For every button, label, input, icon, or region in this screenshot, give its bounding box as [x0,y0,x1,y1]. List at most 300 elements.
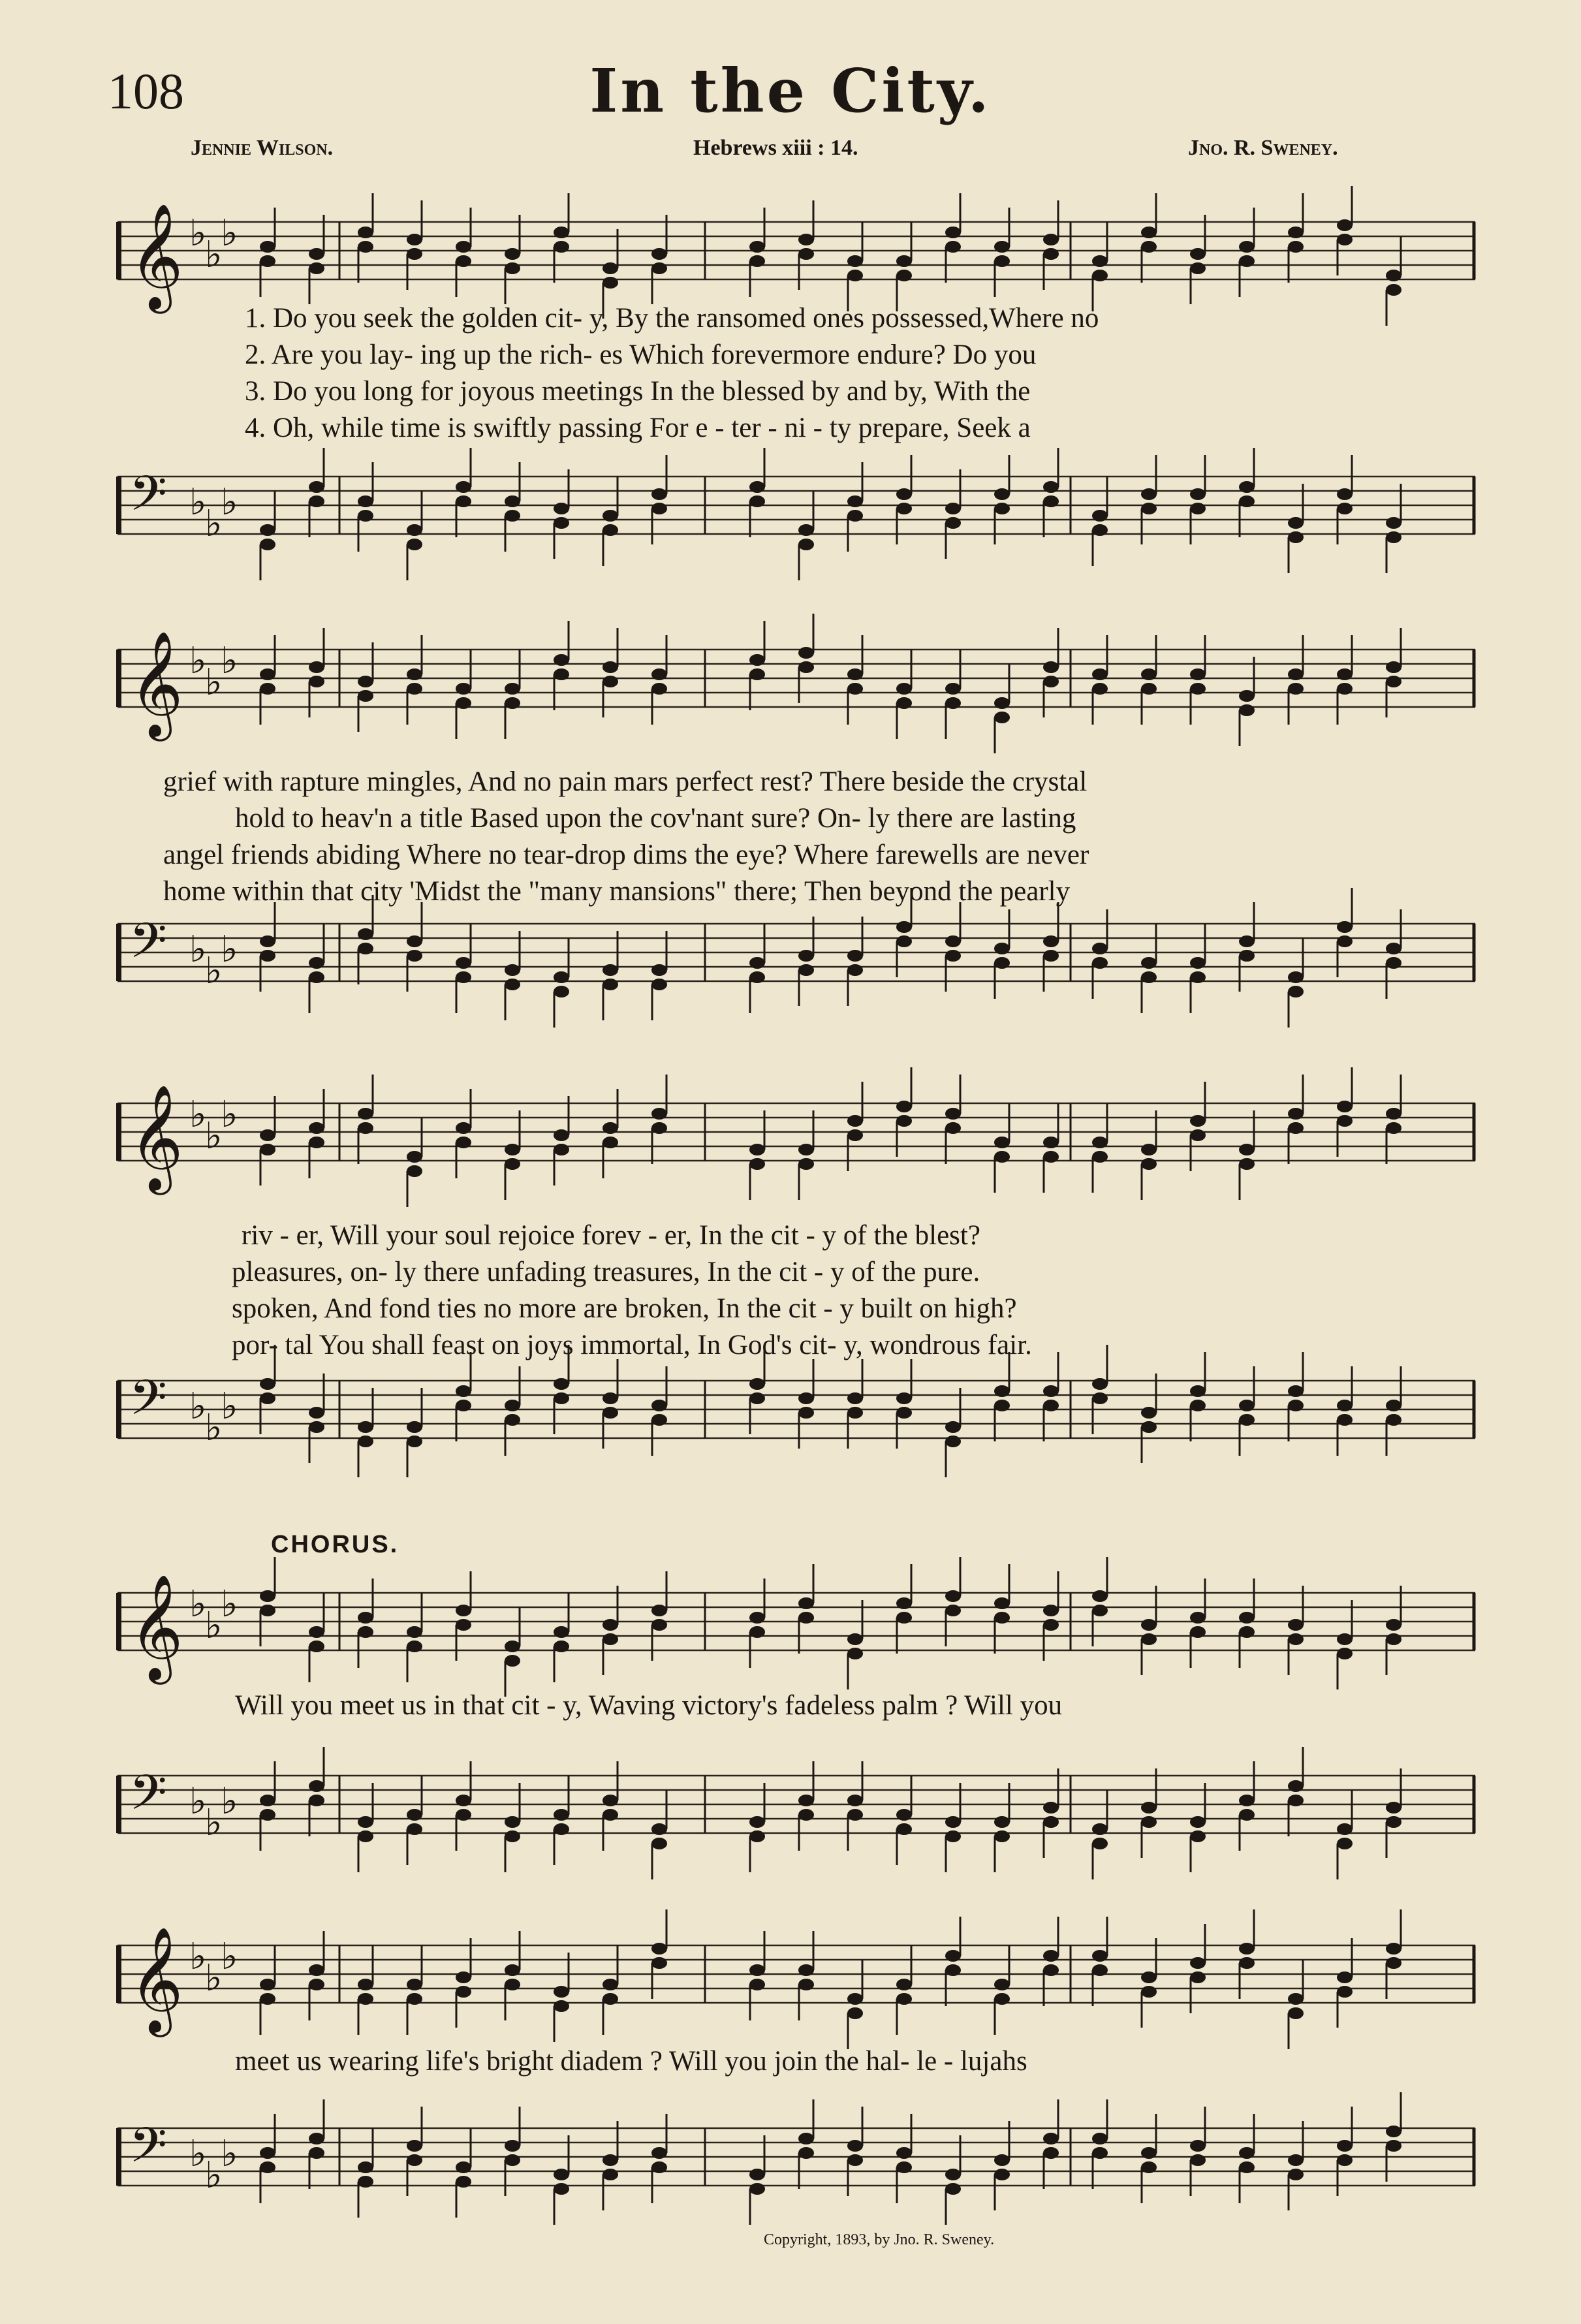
flat-sign-icon: ♭ [189,928,207,971]
note-head [554,1641,569,1652]
note-head [456,1400,471,1411]
note-head [554,1823,569,1835]
note-head [651,1605,667,1616]
note-head [847,1993,863,2005]
note-head [456,1605,471,1616]
note-head [1043,1950,1059,1962]
note-head [945,517,961,529]
note-head [1043,234,1059,245]
note-head [1239,704,1255,716]
note-head [945,1436,961,1447]
note-head [1092,2133,1108,2144]
note-head [505,262,520,274]
note-head [456,1795,471,1806]
note-head [1288,2007,1304,2019]
note-head [407,2154,422,2166]
note-head [1288,2154,1304,2166]
flat-sign-icon: ♭ [189,1385,207,1428]
note-head [651,668,667,680]
note-head [603,979,618,990]
note-head [358,943,373,954]
note-head [749,971,765,983]
note-head [456,957,471,969]
note-head [896,488,912,500]
note-head [1239,935,1255,947]
bass-clef-icon: 𝄢 [129,2117,167,2186]
verse-lyrics-block-3 [232,1217,1032,1364]
note-head [554,227,569,238]
note-head [1386,517,1401,529]
note-head [798,1612,814,1624]
note-head [260,950,275,962]
note-head [1141,668,1157,680]
note-head [1190,262,1206,274]
note-head [896,2147,912,2159]
note-head [1337,2154,1353,2166]
note-head [798,647,814,659]
note-head [554,1144,569,1155]
note-head [603,661,618,673]
note-head [847,510,863,522]
composer-credit: Jno. R. Sweney. [1188,136,1338,160]
flat-sign-icon: ♭ [221,928,238,971]
note-head [896,697,912,709]
flat-sign-icon: ♭ [221,1936,238,1978]
note-head [1190,1115,1206,1127]
note-head [749,654,765,666]
note-head [1043,481,1059,493]
bass-staff [117,904,1475,1022]
note-head [847,1795,863,1806]
note-head [945,1421,961,1433]
note-head [554,986,569,997]
hymn-title: In the City. [589,55,992,126]
note-head [260,935,275,947]
flat-sign-icon: ♭ [221,1780,238,1823]
note-head [1239,1626,1255,1638]
note-head [603,1392,618,1404]
note-head [456,1122,471,1134]
flat-sign-icon: ♭ [189,640,207,682]
note-head [1190,1830,1206,1842]
note-head [309,971,324,983]
note-head [358,928,373,940]
note-head [1092,957,1108,969]
note-head [1141,2147,1157,2159]
copyright-notice: Copyright, 1893, by Jno. R. Sweney. [764,2231,995,2248]
note-head [1337,1101,1353,1112]
lyric-line: 1. Do you seek the golden cit- y, By the ransomed ones possessed,Where no [245,303,1099,334]
note-head [554,2183,569,2195]
note-head [358,690,373,702]
note-head [847,495,863,507]
note-head [260,1378,275,1390]
note-head [896,255,912,267]
note-head [1386,1943,1401,1955]
note-head [749,255,765,267]
note-head [554,1378,569,1390]
note-head [1386,284,1401,296]
note-head [358,676,373,687]
note-head [1386,661,1401,673]
note-head [1288,517,1304,529]
note-head [1239,481,1255,493]
note-head [1337,234,1353,245]
note-head [1141,971,1157,983]
note-head [1092,683,1108,695]
note-head [554,668,569,680]
note-head [1386,943,1401,954]
note-head [260,683,275,695]
note-head [260,1795,275,1806]
note-head [1337,1633,1353,1645]
note-head [896,1612,912,1624]
note-head [798,1964,814,1976]
note-head [651,503,667,514]
note-head [994,1830,1010,1842]
verse-lyrics-block-2 [163,764,1089,910]
note-head [1386,1400,1401,1411]
note-head [603,1137,618,1148]
note-head [896,1823,912,1835]
note-head [994,697,1010,709]
note-head [1092,1605,1108,1616]
note-head [798,524,814,536]
note-head [945,1964,961,1976]
note-head [896,1407,912,1419]
treble-clef-icon: 𝄞 [129,1084,183,1191]
note-head [603,1993,618,2005]
music-system-2 [117,617,1475,1009]
note-head [798,1795,814,1806]
note-head [651,1400,667,1411]
note-head [1141,1986,1157,1998]
note-head [1239,690,1255,702]
lyric-line: 4. Oh, while time is swiftly passing For e - ter - ni - ty prepare, Seek a [245,413,1031,443]
note-head [1239,1795,1255,1806]
flat-sign-icon: ♭ [189,2133,207,2175]
chorus-label: CHORUS. [271,1531,399,1558]
note-head [603,676,618,687]
note-head [1337,219,1353,231]
note-head [1288,531,1304,543]
note-head [1043,661,1059,673]
note-head [1288,1108,1304,1120]
note-head [1141,957,1157,969]
note-head [309,495,324,507]
note-head [309,676,324,687]
note-head [554,503,569,514]
note-head [1288,971,1304,983]
note-head [358,510,373,522]
note-head [896,1392,912,1404]
note-head [847,2140,863,2152]
note-head [407,539,422,550]
note-head [358,1816,373,1828]
note-head [407,668,422,680]
lyricist-credit: Jennie Wilson. [191,136,334,160]
note-head [945,935,961,947]
note-head [749,957,765,969]
note-head [603,1619,618,1631]
note-head [945,503,961,514]
note-head [651,2147,667,2159]
note-head [505,2140,520,2152]
note-head [1386,957,1401,969]
note-head [1288,227,1304,238]
note-head [994,1137,1010,1148]
note-head [407,248,422,260]
note-head [749,1392,765,1404]
note-head [505,1400,520,1411]
note-head [896,921,912,933]
note-head [1337,683,1353,695]
note-head [505,1816,520,1828]
flat-sign-icon: ♭ [205,1407,223,1449]
flat-sign-icon: ♭ [205,1957,223,2000]
note-head [945,227,961,238]
note-head [896,1979,912,1990]
note-head [505,495,520,507]
note-head [651,248,667,260]
note-head [456,1971,471,1983]
note-head [1386,1957,1401,1969]
note-head [1337,921,1353,933]
note-head [798,248,814,260]
note-head [651,964,667,976]
note-head [407,1823,422,1835]
note-head [309,2133,324,2144]
note-head [1288,2169,1304,2180]
note-head [798,1392,814,1404]
note-head [603,1809,618,1821]
note-head [847,950,863,962]
note-head [994,255,1010,267]
note-head [456,241,471,253]
note-head [1239,2147,1255,2159]
note-head [603,2154,618,2166]
note-head [1288,1780,1304,1792]
note-head [554,1809,569,1821]
treble-staff [117,630,1475,747]
treble-staff [117,1084,1475,1201]
note-head [945,2169,961,2180]
note-head [1092,668,1108,680]
note-head [798,1979,814,1990]
note-head [358,1993,373,2005]
note-head [358,241,373,253]
note-head [407,1436,422,1447]
note-head [505,1144,520,1155]
note-head [749,481,765,493]
note-head [407,1809,422,1821]
lyric-line: hold to heav'n a title Based upon the cov'nant sure? On- ly there are lasting [235,803,1076,834]
note-head [994,957,1010,969]
note-head [847,1129,863,1141]
note-head [1043,1137,1059,1148]
note-head [358,1612,373,1624]
note-head [309,1795,324,1806]
note-head [896,1809,912,1821]
note-head [309,1122,324,1134]
flat-sign-icon: ♭ [205,2154,223,2197]
note-head [1239,241,1255,253]
note-head [1141,1633,1157,1645]
flat-sign-icon: ♭ [189,1780,207,1823]
note-head [603,1795,618,1806]
note-head [554,241,569,253]
note-head [1043,1802,1059,1814]
note-head [407,1979,422,1990]
note-head [260,539,275,550]
note-head [1288,241,1304,253]
note-head [945,1108,961,1120]
note-head [749,2183,765,2195]
note-head [1141,488,1157,500]
note-head [1288,986,1304,997]
note-head [1337,1838,1353,1849]
music-system-4 [117,1560,1475,1887]
note-head [1043,935,1059,947]
note-head [505,697,520,709]
note-head [1337,2140,1353,2152]
page-number: 108 [108,63,184,119]
note-head [1386,2140,1401,2152]
note-head [309,1964,324,1976]
note-head [1092,1137,1108,1148]
note-head [554,1392,569,1404]
lyric-line: 3. Do you long for joyous meetings In the blessed by and by, With the [245,376,1031,407]
note-head [603,1407,618,1419]
note-head [505,248,520,260]
note-head [407,1626,422,1638]
note-head [358,2161,373,2173]
note-head [358,1436,373,1447]
note-head [994,1979,1010,1990]
note-head [1043,2133,1059,2144]
scripture-reference: Hebrews xiii : 14. [693,136,858,160]
note-head [651,683,667,695]
flat-sign-icon: ♭ [221,212,238,255]
treble-clef-icon: 𝄞 [129,203,183,309]
note-head [749,1816,765,1828]
note-head [1141,1802,1157,1814]
note-head [1288,1385,1304,1397]
note-head [1141,1407,1157,1419]
note-head [1190,1626,1206,1638]
treble-staff [117,1573,1475,1691]
note-head [1043,1400,1059,1411]
note-head [1141,241,1157,253]
note-head [1141,503,1157,514]
flat-sign-icon: ♭ [205,1802,223,1844]
note-head [1386,1122,1401,1134]
note-head [1288,1795,1304,1806]
note-head [456,481,471,493]
note-head [358,495,373,507]
note-head [407,1641,422,1652]
note-head [1092,1590,1108,1602]
note-head [456,2161,471,2173]
note-head [651,2161,667,2173]
note-head [896,1115,912,1127]
note-head [358,2176,373,2188]
note-head [456,495,471,507]
note-head [1190,1400,1206,1411]
note-head [1141,1158,1157,1170]
note-head [309,661,324,673]
note-head [994,1385,1010,1397]
bass-staff [117,1756,1475,1874]
note-head [1092,270,1108,281]
note-head [407,935,422,947]
note-head [651,488,667,500]
note-head [1190,503,1206,514]
note-head [603,964,618,976]
note-head [1239,1158,1255,1170]
note-head [749,1964,765,1976]
note-head [260,255,275,267]
lyric-line: por- tal You shall feast on joys immortal, In God's cit- y, wondrous fair. [232,1330,1032,1360]
note-head [1190,1129,1206,1141]
lyric-line: angel friends abiding Where no tear-drop dims the eye? Where farewells are never [163,840,1089,870]
bass-clef-icon: 𝄢 [129,913,167,981]
flat-sign-icon: ♭ [205,950,223,992]
flat-sign-icon: ♭ [221,1385,238,1428]
note-head [1288,668,1304,680]
note-head [1239,1612,1255,1624]
note-head [1337,935,1353,947]
note-head [554,2000,569,2012]
flat-sign-icon: ♭ [189,1936,207,1978]
bass-staff [117,2109,1475,2226]
note-head [309,1407,324,1419]
note-head [749,1830,765,1842]
note-head [554,517,569,529]
note-head [994,1597,1010,1609]
note-head [309,1979,324,1990]
note-head [945,950,961,962]
note-head [260,1129,275,1141]
note-head [1386,1816,1401,1828]
note-head [1043,676,1059,687]
note-head [407,950,422,962]
note-head [1337,1971,1353,1983]
note-head [309,957,324,969]
note-head [994,488,1010,500]
note-head [1092,1151,1108,1163]
note-head [309,1780,324,1792]
lyric-line: pleasures, on- ly there unfading treasures, In the cit - y of the pure. [232,1257,980,1287]
note-head [651,1823,667,1835]
note-head [603,1122,618,1134]
note-head [994,1151,1010,1163]
note-head [1190,668,1206,680]
note-head [1141,1816,1157,1828]
lyric-line: spoken, And fond ties no more are broken, In the cit - y built on high? [232,1293,1017,1324]
music-system-5 [117,1913,1475,2226]
note-head [456,697,471,709]
note-head [456,1137,471,1148]
note-head [505,1964,520,1976]
note-head [309,1641,324,1652]
note-head [1239,950,1255,962]
note-head [847,1115,863,1127]
note-head [945,1816,961,1828]
note-head [945,1605,961,1616]
note-head [651,1619,667,1631]
note-head [945,697,961,709]
